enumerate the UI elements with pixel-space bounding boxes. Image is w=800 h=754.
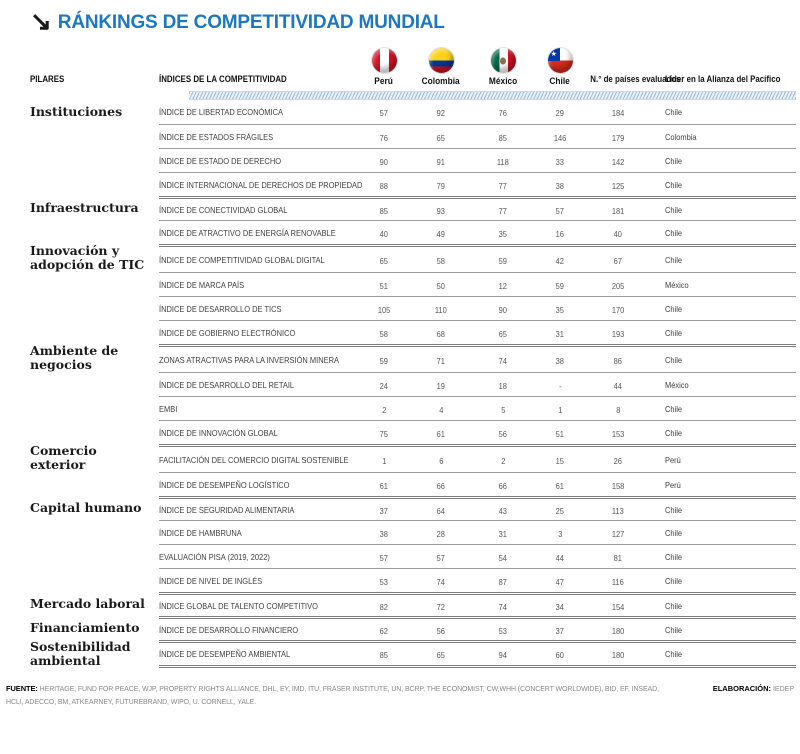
page-title: RÁNKINGS DE COMPETITIVIDAD MUNDIAL	[57, 12, 445, 33]
peru-value: 57	[379, 552, 389, 563]
column-header-indices: ÍNDICES DE LA COMPETITIVIDAD	[159, 74, 287, 84]
colombia-value: 110	[435, 304, 447, 315]
colombia-value: 93	[436, 205, 446, 216]
colombia-value: 65	[436, 650, 446, 660]
index-name: ÍNDICE DE SEGURIDAD ALIMENTARIA	[159, 504, 295, 515]
country-label-colombia: Colombia	[421, 76, 461, 87]
chile-value: 33	[555, 156, 565, 167]
table-row	[4, 616, 796, 640]
table-row	[4, 420, 796, 444]
mexico-value: 94	[498, 650, 508, 660]
colombia-value: 91	[436, 156, 446, 167]
mexico-value: 76	[498, 108, 508, 118]
colombia-value: 71	[436, 355, 446, 366]
index-name: ÍNDICE DE LIBERTAD ECONÓMICA	[159, 107, 283, 117]
index-name: ÍNDICE DE DESEMPEÑO LOGÍSTICO	[159, 479, 290, 490]
peru-value: 85	[379, 650, 389, 660]
pilar-label: Comercio exterior	[30, 443, 97, 472]
table-row	[4, 148, 796, 172]
elaboration-label: ELABORACIÓN:	[712, 684, 772, 693]
mexico-value: 43	[498, 505, 508, 516]
leader-name: Chile	[665, 303, 683, 314]
evaluated-count: 193	[611, 328, 625, 339]
peru-value: 76	[379, 132, 389, 143]
index-name: ÍNDICE DE COMPETITIVIDAD GLOBAL DIGITAL	[159, 254, 325, 265]
chile-star-icon: ★	[550, 50, 557, 58]
colombia-value: 92	[436, 108, 446, 118]
header-separator	[189, 91, 796, 100]
colombia-value: 6	[438, 455, 444, 466]
leader-name: Chile	[665, 179, 683, 190]
chile-value: 146	[553, 132, 567, 143]
evaluated-count: 8	[615, 404, 621, 415]
index-name: ÍNDICE DE INNOVACIÓN GLOBAL	[159, 427, 278, 438]
colombia-value: 58	[436, 255, 446, 266]
chile-value: 38	[555, 355, 565, 366]
mexico-value: 77	[498, 180, 508, 191]
leader-name: México	[665, 379, 689, 390]
evaluated-count: 127	[611, 528, 625, 539]
mexico-value: 74	[498, 601, 508, 612]
pilar-label: Ambiente de negocios	[30, 343, 119, 372]
evaluated-count: 181	[611, 205, 625, 216]
mexico-emblem-icon	[500, 57, 506, 64]
peru-value: 58	[379, 328, 389, 339]
evaluated-count: 179	[611, 132, 625, 143]
colombia-flag-icon	[429, 48, 454, 73]
chile-value: 60	[555, 650, 565, 660]
mexico-value: 90	[498, 304, 508, 315]
table-body	[4, 100, 796, 668]
mexico-value: 5	[500, 404, 506, 415]
leader-name: Chile	[665, 575, 683, 586]
evaluated-count: 184	[611, 108, 625, 118]
chile-value: 15	[555, 455, 565, 466]
colombia-value: 4	[438, 404, 444, 415]
source-text: HERITAGE, FUND FOR PEACE, WJP, PROPERTY RIGHTS ALLIANCE, DHL, EY, IMD, ITU, FRASER INSTITUTE, UN, BCRP, THE ECONOMIST, CW,WHH (CONCERT WORLDWIDE), BID, EF, INSEAD, HCLI, ADECCO, BM, ATKEARNEY, FUTUREBRAND, WIPO, U. CORNELL, YALE.	[6, 686, 659, 707]
source-label: FUENTE:	[6, 684, 38, 693]
chile-value: 47	[555, 576, 565, 587]
peru-value: 105	[377, 304, 391, 315]
evaluated-count: 67	[613, 255, 623, 266]
leader-name: México	[665, 279, 689, 290]
evaluated-count: 154	[611, 601, 625, 612]
peru-value: 51	[379, 280, 389, 291]
leader-name: Chile	[665, 354, 683, 365]
leader-name: Chile	[665, 527, 683, 538]
chile-value: 29	[555, 108, 565, 118]
index-name: ÍNDICE DE HAMBRUNA	[159, 527, 242, 538]
table-row	[4, 372, 796, 396]
table-row	[4, 396, 796, 420]
chile-value: 57	[555, 205, 565, 216]
pilar-label: Capital humano	[30, 500, 142, 515]
title-row	[4, 6, 796, 40]
index-name: ÍNDICE INTERNACIONAL DE DERECHOS DE PROPIEDAD	[159, 179, 363, 190]
evaluated-count: 180	[611, 650, 625, 660]
index-name: ÍNDICE DE MARCA PAÍS	[159, 279, 245, 290]
peru-value: 82	[379, 601, 389, 612]
pilar-label: Instituciones	[30, 104, 123, 119]
peru-value: 75	[379, 428, 389, 439]
table-row	[4, 544, 796, 568]
colombia-value: 49	[436, 228, 446, 239]
elaboration-text: IEDEP	[772, 686, 794, 693]
pilar-label: Infraestructura	[30, 200, 139, 215]
mexico-value: 56	[498, 428, 508, 439]
column-header-mexico	[471, 48, 535, 87]
evaluated-count: 40	[613, 228, 623, 239]
peru-value: 61	[379, 480, 389, 491]
index-name: ÍNDICE DE DESARROLLO DEL RETAIL	[159, 379, 295, 390]
chile-value: 42	[555, 255, 565, 266]
table-row	[4, 100, 796, 124]
table-row	[4, 444, 796, 472]
arrow-down-right-icon: ↘	[30, 6, 52, 36]
table-header	[4, 48, 796, 87]
table-row	[4, 172, 796, 196]
chile-value: 34	[555, 601, 565, 612]
country-label-mexico: México	[488, 76, 518, 87]
index-name: ÍNDICE DE DESEMPEÑO AMBIENTAL	[159, 649, 291, 659]
leader-name: Chile	[665, 551, 683, 562]
mexico-value: 85	[498, 132, 508, 143]
peru-value: 2	[381, 404, 387, 415]
source-note	[6, 682, 661, 710]
colombia-value: 64	[436, 505, 446, 516]
peru-value: 62	[379, 625, 389, 636]
colombia-value: 28	[436, 528, 446, 539]
peru-value: 37	[379, 505, 389, 516]
table-row	[4, 196, 796, 220]
evaluated-count: 205	[611, 280, 625, 291]
country-label-peru: Perú	[374, 76, 394, 87]
index-name: ÍNDICE DE CONECTIVIDAD GLOBAL	[159, 204, 288, 215]
pilar-label: Innovación y adopción de TIC	[30, 243, 145, 272]
chile-value: 35	[555, 304, 565, 315]
index-name: ÍNDICE DE GOBIERNO ELECTRÓNICO	[159, 327, 296, 338]
evaluated-count: 125	[611, 180, 625, 191]
evaluated-count: 180	[611, 625, 625, 636]
leader-name: Chile	[665, 204, 683, 215]
pilar-label: Financiamiento	[30, 620, 140, 635]
mexico-value: 74	[498, 355, 508, 366]
mexico-value: 59	[498, 255, 508, 266]
peru-value: 59	[379, 355, 389, 366]
leader-name: Chile	[665, 649, 683, 659]
chile-value: 1	[557, 404, 563, 415]
mexico-value: 54	[498, 552, 508, 563]
index-name: ÍNDICE DE DESARROLLO DE TICS	[159, 303, 282, 314]
chile-value: 3	[557, 528, 563, 539]
colombia-value: 61	[436, 428, 446, 439]
chile-value: 31	[555, 328, 565, 339]
column-header-colombia	[411, 48, 471, 87]
chile-value: 59	[555, 280, 565, 291]
index-name: EVALUACIÓN PISA (2019, 2022)	[159, 551, 270, 562]
evaluated-count: 170	[611, 304, 625, 315]
leader-name: Chile	[665, 327, 683, 338]
peru-value: 1	[381, 455, 387, 466]
evaluated-count: 113	[612, 505, 624, 516]
evaluated-count: 26	[613, 455, 623, 466]
peru-value: 85	[379, 205, 389, 216]
peru-value: 38	[379, 528, 389, 539]
colombia-value: 72	[436, 601, 446, 612]
chile-value: 16	[555, 228, 565, 239]
column-header-chile	[535, 48, 585, 87]
mexico-value: 53	[498, 625, 508, 636]
column-header-peru	[357, 48, 411, 87]
colombia-value: 56	[436, 625, 446, 636]
colombia-value: 74	[436, 576, 446, 587]
index-name: ÍNDICE DE DESARROLLO FINANCIERO	[159, 624, 299, 635]
peru-value: 53	[379, 576, 389, 587]
mexico-value: 35	[498, 228, 508, 239]
leader-name: Colombia	[665, 131, 697, 142]
colombia-value: 68	[436, 328, 446, 339]
colombia-value: 65	[436, 132, 446, 143]
peru-value: 65	[379, 255, 389, 266]
chile-value: 44	[555, 552, 565, 563]
chile-value: -	[558, 380, 562, 391]
colombia-value: 19	[436, 380, 446, 391]
leader-name: Chile	[665, 155, 683, 166]
leader-name: Chile	[665, 403, 683, 414]
index-name: ÍNDICE DE ESTADO DE DERECHO	[159, 155, 282, 166]
peru-value: 57	[379, 108, 389, 118]
leader-name: Chile	[665, 504, 683, 515]
leader-name: Chile	[665, 254, 683, 265]
table-row	[4, 344, 796, 372]
peru-value: 40	[379, 228, 389, 239]
mexico-value: 77	[498, 205, 508, 216]
mexico-value: 66	[498, 480, 508, 491]
mexico-value: 18	[498, 380, 508, 391]
chile-value: 61	[555, 480, 565, 491]
colombia-value: 57	[436, 552, 446, 563]
mexico-value: 65	[498, 328, 508, 339]
peru-value: 90	[379, 156, 389, 167]
mexico-value: 12	[498, 280, 508, 291]
mexico-value: 2	[500, 455, 506, 466]
pilar-label: Sostenibilidad ambiental	[30, 639, 131, 668]
table-row	[4, 640, 796, 668]
colombia-value: 79	[436, 180, 446, 191]
chile-flag-icon	[548, 48, 573, 73]
evaluated-count: 142	[611, 156, 625, 167]
pilar-label: Mercado laboral	[30, 596, 145, 611]
evaluated-count: 44	[613, 380, 623, 391]
colombia-value: 50	[436, 280, 446, 291]
leader-name: Perú	[665, 479, 681, 490]
leader-name: Chile	[665, 107, 683, 117]
table-row	[4, 472, 796, 496]
column-header-leader: Líder en la Alianza del Pacífico	[665, 74, 781, 84]
country-label-chile: Chile	[549, 76, 571, 87]
table-row	[4, 320, 796, 344]
chile-value: 37	[555, 625, 565, 636]
peru-flag-icon	[372, 48, 397, 73]
peru-value: 24	[379, 380, 389, 391]
table-row	[4, 496, 796, 520]
leader-name: Chile	[665, 624, 683, 635]
index-name: ÍNDICE DE ESTADOS FRÁGILES	[159, 131, 274, 142]
mexico-flag-icon	[491, 48, 516, 73]
table-row	[4, 244, 796, 272]
index-name: ÍNDICE GLOBAL DE TALENTO COMPETITIVO	[159, 600, 318, 611]
leader-name: Chile	[665, 600, 683, 611]
table-row	[4, 124, 796, 148]
colombia-value: 66	[436, 480, 446, 491]
table-row	[4, 568, 796, 592]
index-name: FACILITACIÓN DEL COMERCIO DIGITAL SOSTENIBLE	[159, 454, 349, 465]
elaboration-note	[661, 682, 794, 696]
table-row	[4, 272, 796, 296]
table-row	[4, 296, 796, 320]
evaluated-count: 158	[611, 480, 625, 491]
table-row	[4, 520, 796, 544]
index-name: ÍNDICE DE ATRACTIVO DE ENERGÍA RENOVABLE	[159, 227, 336, 238]
table-row	[4, 592, 796, 616]
index-name: ZONAS ATRACTIVAS PARA LA INVERSIÓN MINERA	[159, 354, 339, 365]
footer	[4, 682, 796, 710]
mexico-value: 31	[498, 528, 508, 539]
leader-name: Chile	[665, 427, 683, 438]
chile-value: 51	[555, 428, 565, 439]
mexico-value: 87	[498, 576, 508, 587]
evaluated-count: 116	[612, 576, 624, 587]
index-name: ÍNDICE DE NIVEL DE INGLÉS	[159, 575, 263, 586]
mexico-value: 118	[497, 156, 509, 167]
evaluated-count: 81	[613, 552, 623, 563]
chile-value: 25	[555, 505, 565, 516]
column-header-pilares: PILARES	[30, 74, 65, 84]
chile-value: 38	[555, 180, 565, 191]
peru-value: 88	[379, 180, 389, 191]
leader-name: Chile	[665, 227, 683, 238]
leader-name: Perú	[665, 454, 681, 465]
column-header-evaluated: N.° de países evaluados	[590, 74, 681, 84]
evaluated-count: 86	[613, 355, 623, 366]
evaluated-count: 153	[611, 428, 625, 439]
index-name: EMBI	[159, 403, 178, 414]
table-row	[4, 220, 796, 244]
